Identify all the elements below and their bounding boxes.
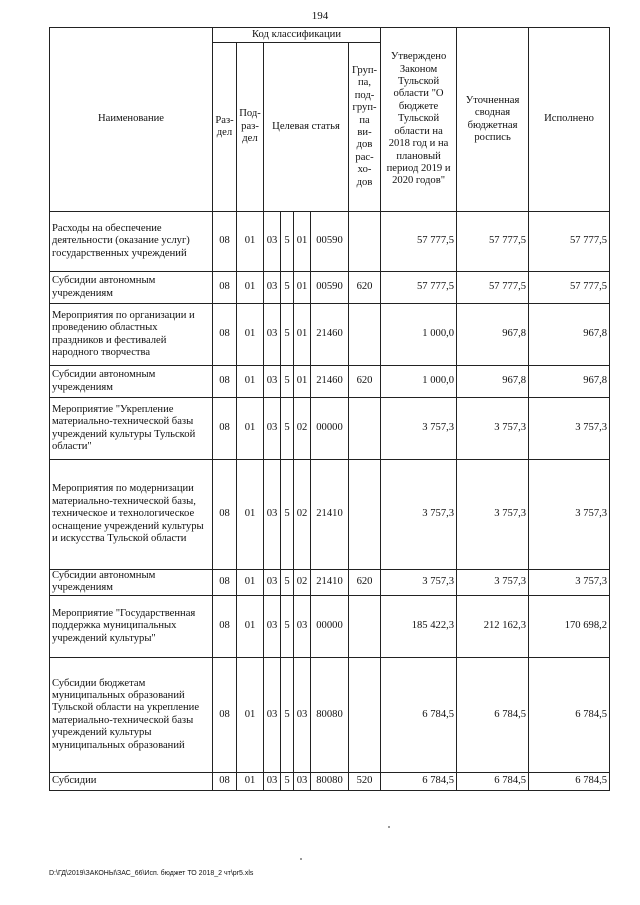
- table-row: [50, 212, 610, 272]
- direction-code: 00000: [311, 595, 349, 657]
- subsection-code: 01: [237, 212, 264, 272]
- section-code: 08: [213, 366, 237, 398]
- expense-type-code: [349, 304, 381, 366]
- event-code: 02: [294, 398, 311, 460]
- budget-item-name: Расходы на обеспечение деятельности (оказание услуг) государственных учреждений: [50, 212, 213, 272]
- refined-amount: 3 757,3: [457, 570, 529, 596]
- executed-amount: 3 757,3: [529, 460, 610, 570]
- expense-type-code: [349, 398, 381, 460]
- direction-code: 21460: [311, 366, 349, 398]
- subsection-code: 01: [237, 460, 264, 570]
- budget-item-name: Субсидии автономным учреждениям: [50, 570, 213, 596]
- program-code: 03: [264, 570, 281, 596]
- subprogram-code: 5: [281, 657, 294, 772]
- refined-amount: 57 777,5: [457, 212, 529, 272]
- section-code: 08: [213, 212, 237, 272]
- direction-code: 21410: [311, 570, 349, 596]
- approved-amount: 3 757,3: [381, 398, 457, 460]
- subprogram-code: 5: [281, 212, 294, 272]
- executed-amount: 6 784,5: [529, 772, 610, 790]
- section-code: 08: [213, 657, 237, 772]
- expense-type-code: [349, 460, 381, 570]
- refined-amount: 57 777,5: [457, 272, 529, 304]
- table-row: [50, 657, 610, 772]
- subsection-code: 01: [237, 272, 264, 304]
- section-code: 08: [213, 398, 237, 460]
- expense-type-code: [349, 595, 381, 657]
- subprogram-code: 5: [281, 595, 294, 657]
- refined-amount: 6 784,5: [457, 657, 529, 772]
- expense-type-code: 620: [349, 272, 381, 304]
- executed-amount: 3 757,3: [529, 398, 610, 460]
- header-target-article: Целевая статья: [264, 43, 349, 212]
- subsection-code: 01: [237, 304, 264, 366]
- budget-item-name: Субсидии автономным учреждениям: [50, 272, 213, 304]
- budget-item-name: Мероприятие "Государственная поддержка муниципальных учреждений культуры": [50, 595, 213, 657]
- approved-amount: 6 784,5: [381, 772, 457, 790]
- table-row: [50, 595, 610, 657]
- direction-code: 00000: [311, 398, 349, 460]
- program-code: 03: [264, 212, 281, 272]
- expense-type-code: [349, 212, 381, 272]
- program-code: 03: [264, 772, 281, 790]
- refined-amount: 3 757,3: [457, 460, 529, 570]
- header-executed: Исполнено: [529, 28, 610, 212]
- event-code: 02: [294, 460, 311, 570]
- executed-amount: 6 784,5: [529, 657, 610, 772]
- section-code: 08: [213, 570, 237, 596]
- refined-amount: 3 757,3: [457, 398, 529, 460]
- event-code: 01: [294, 304, 311, 366]
- table-row: [50, 570, 610, 596]
- subprogram-code: 5: [281, 460, 294, 570]
- direction-code: 80080: [311, 657, 349, 772]
- executed-amount: 57 777,5: [529, 272, 610, 304]
- budget-item-name: Субсидии бюджетам муниципальных образований Тульской области на укрепление материально-технической базы учреждений культуры муниципальных образований: [50, 657, 213, 772]
- section-code: 08: [213, 272, 237, 304]
- section-code: 08: [213, 304, 237, 366]
- refined-amount: 967,8: [457, 366, 529, 398]
- event-code: 01: [294, 366, 311, 398]
- budget-item-name: Мероприятия по модернизации материально-технической базы, техническое и технологическое оснащение учреждений культуры и искусства Тульской области: [50, 460, 213, 570]
- footer-file-path: D:\ГД\2019\ЗАКОНЫ\ЗАС_66\Исп. бюджет ТО 2018_2 чт\pr5.xls: [49, 870, 254, 877]
- table-row: [50, 772, 610, 790]
- budget-item-name: Мероприятия по организации и проведению областных праздников и фестивалей народного творчества: [50, 304, 213, 366]
- budget-item-name: Мероприятие "Укрепление материально-технической базы учреждений культуры Тульской области": [50, 398, 213, 460]
- program-code: 03: [264, 595, 281, 657]
- budget-item-name: Субсидии автономным учреждениям: [50, 366, 213, 398]
- event-code: 03: [294, 772, 311, 790]
- subprogram-code: 5: [281, 272, 294, 304]
- approved-amount: 1 000,0: [381, 304, 457, 366]
- budget-table: [49, 27, 610, 791]
- executed-amount: 3 757,3: [529, 570, 610, 596]
- executed-amount: 57 777,5: [529, 212, 610, 272]
- table-row: [50, 272, 610, 304]
- subsection-code: 01: [237, 570, 264, 596]
- subsection-code: 01: [237, 366, 264, 398]
- header-expense-group: Груп-па, под-груп-па ви-дов рас-хо-дов: [349, 43, 381, 212]
- executed-amount: 967,8: [529, 304, 610, 366]
- refined-amount: 967,8: [457, 304, 529, 366]
- subprogram-code: 5: [281, 304, 294, 366]
- header-code-group: Код классификации: [213, 28, 381, 43]
- direction-code: 00590: [311, 272, 349, 304]
- header-approved: Утверждено Законом Тульской области "О бюджете Тульской области на 2018 год и на плановый период 2019 и 2020 годов": [381, 28, 457, 212]
- table-row: [50, 398, 610, 460]
- event-code: 03: [294, 657, 311, 772]
- approved-amount: 3 757,3: [381, 460, 457, 570]
- refined-amount: 6 784,5: [457, 772, 529, 790]
- subprogram-code: 5: [281, 570, 294, 596]
- direction-code: 80080: [311, 772, 349, 790]
- program-code: 03: [264, 398, 281, 460]
- approved-amount: 1 000,0: [381, 366, 457, 398]
- table-row: [50, 304, 610, 366]
- subsection-code: 01: [237, 398, 264, 460]
- direction-code: 21410: [311, 460, 349, 570]
- subsection-code: 01: [237, 772, 264, 790]
- table-row: [50, 366, 610, 398]
- header-subsection: Под-раз-дел: [237, 43, 264, 212]
- event-code: 01: [294, 272, 311, 304]
- event-code: 03: [294, 595, 311, 657]
- subsection-code: 01: [237, 657, 264, 772]
- header-refined: Уточненная сводная бюджетная роспись: [457, 28, 529, 212]
- approved-amount: 3 757,3: [381, 570, 457, 596]
- event-code: 02: [294, 570, 311, 596]
- subprogram-code: 5: [281, 366, 294, 398]
- program-code: 03: [264, 304, 281, 366]
- approved-amount: 57 777,5: [381, 272, 457, 304]
- executed-amount: 967,8: [529, 366, 610, 398]
- program-code: 03: [264, 272, 281, 304]
- event-code: 01: [294, 212, 311, 272]
- scan-speck: [300, 858, 302, 860]
- subprogram-code: 5: [281, 772, 294, 790]
- section-code: 08: [213, 772, 237, 790]
- expense-type-code: [349, 657, 381, 772]
- section-code: 08: [213, 460, 237, 570]
- program-code: 03: [264, 366, 281, 398]
- scan-speck: [388, 826, 390, 828]
- header-name: Наименование: [50, 28, 213, 212]
- budget-item-name: Субсидии: [50, 772, 213, 790]
- approved-amount: 185 422,3: [381, 595, 457, 657]
- direction-code: 00590: [311, 212, 349, 272]
- expense-type-code: 620: [349, 570, 381, 596]
- header-section: Раз-дел: [213, 43, 237, 212]
- program-code: 03: [264, 657, 281, 772]
- subsection-code: 01: [237, 595, 264, 657]
- subprogram-code: 5: [281, 398, 294, 460]
- refined-amount: 212 162,3: [457, 595, 529, 657]
- approved-amount: 6 784,5: [381, 657, 457, 772]
- direction-code: 21460: [311, 304, 349, 366]
- page-number: 194: [311, 10, 329, 22]
- expense-type-code: 520: [349, 772, 381, 790]
- program-code: 03: [264, 460, 281, 570]
- approved-amount: 57 777,5: [381, 212, 457, 272]
- table-row: [50, 460, 610, 570]
- executed-amount: 170 698,2: [529, 595, 610, 657]
- section-code: 08: [213, 595, 237, 657]
- expense-type-code: 620: [349, 366, 381, 398]
